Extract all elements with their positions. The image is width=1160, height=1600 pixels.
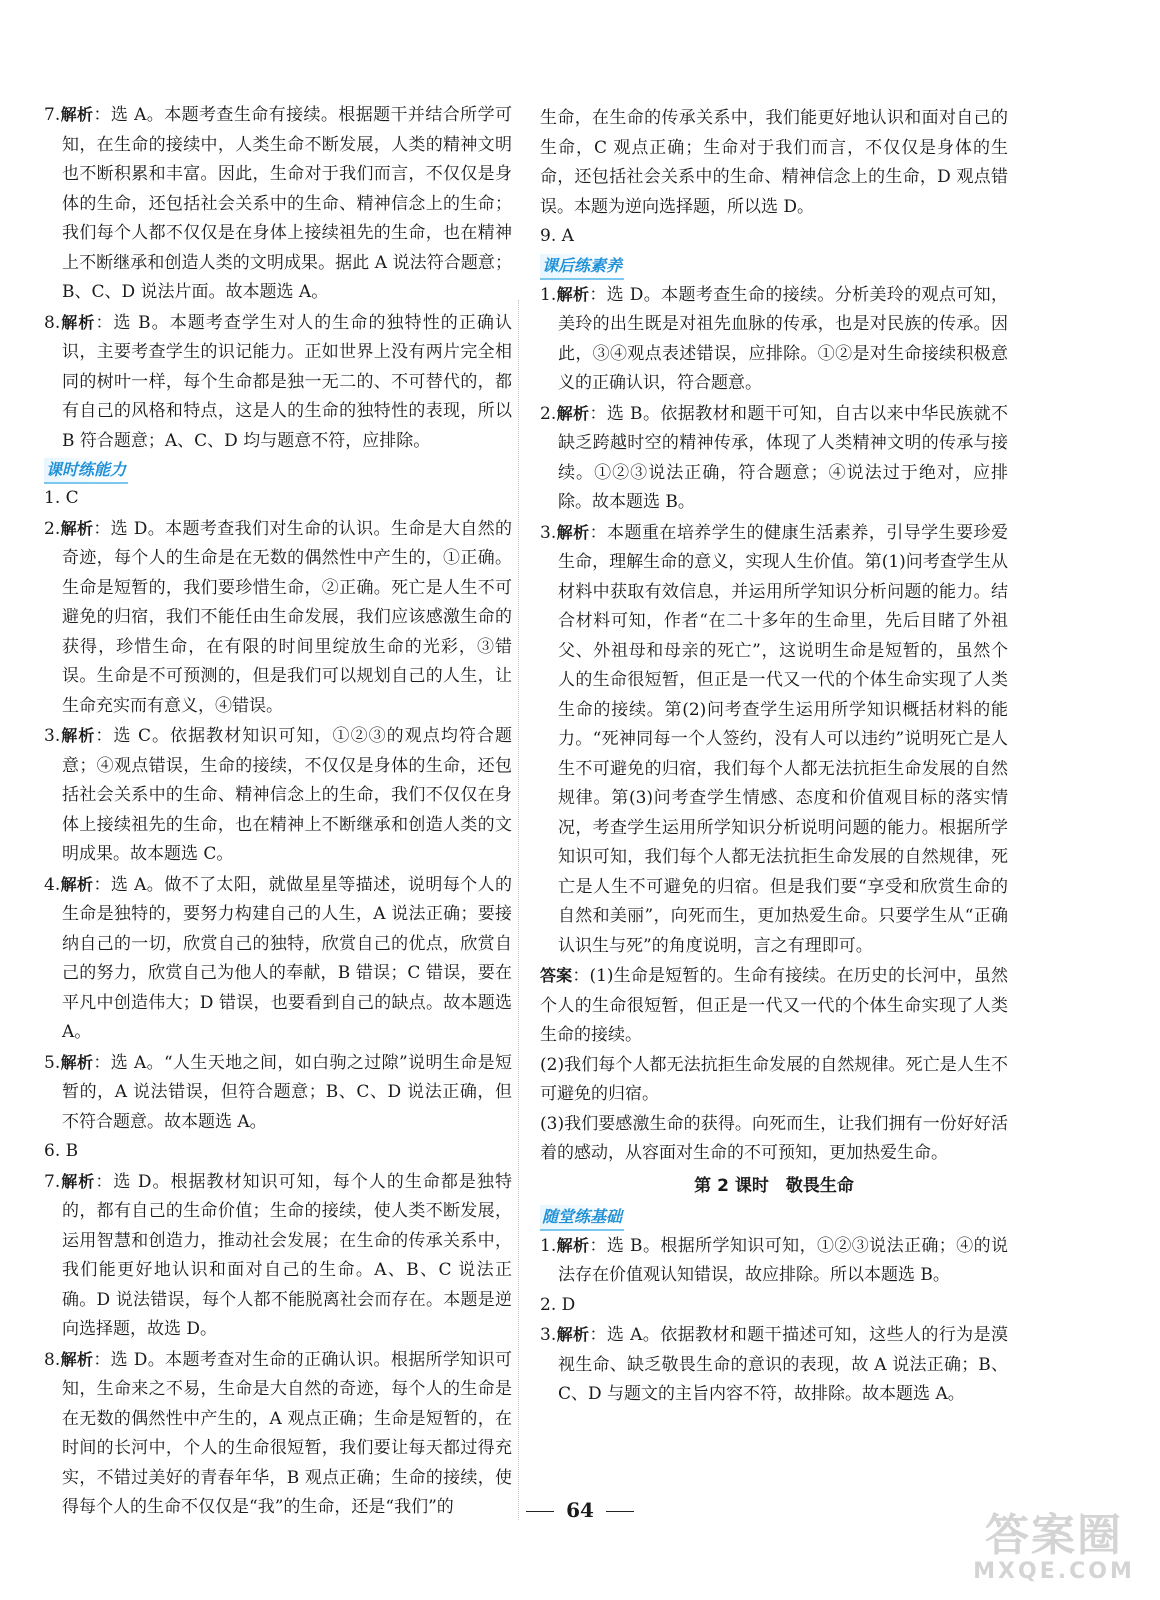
answer-item: 8.解析：选 B。本题考查学生对人的生命的独特性的正确认识，主要考查学生的识记能力。正如世界上没有两片完全相同的树叶一样，每个生命都是独一无二的、不可替代的，都有自己的风格和特点，这是人的生命的独特性的表现，所以 B 符合题意；A、C、D 均与题意不符，应排除。	[44, 312, 512, 451]
answer-item: 3.解析：选 A。依据教材和题干描述可知，这些人的行为是漠视生命、缺乏敬畏生命的意识的表现，故 A 说法正确；B、C、D 与题文的主旨内容不符，故排除。故本题选 A。	[540, 1325, 1008, 1404]
column-divider	[518, 300, 519, 1520]
answer-key: 答案：(1)生命是短暂的。生命有接续。在历史的长河中，虽然个人的生命很短暂，但正是一代又一代的个体生命实现了人类生命的接续。	[540, 966, 1008, 1045]
answer-key-part: (2)我们每个人都无法抗拒生命发展的自然规律。死亡是人生不可避免的归宿。	[540, 1054, 1008, 1104]
answer-item: 9. A	[540, 226, 574, 246]
lesson-title: 第 2 课时 敬畏生命	[694, 1175, 854, 1196]
answer-key-part: (3)我们要感激生命的获得。向死而生，让我们拥有一份好好活着的感动，从容面对生命的不可预知，更加热爱生命。	[540, 1113, 1008, 1163]
page-number: 64	[0, 1498, 1160, 1522]
answer-item: 1. C	[44, 488, 79, 508]
answer-item: 3.解析：本题重在培养学生的健康生活素养，引导学生要珍爱生命，理解生命的意义，实现人生价值。第(1)问考查学生从材料中获取有效信息，并运用所学知识分析问题的能力。结合材料可知，作者“在二十多年的生命里，先后目睹了外祖父、外祖母和母亲的死亡”，这说明生命是短暂的，虽然个人的生命很短暂，但正是一代又一代的个体生命实现了人类生命的接续。第(2)问考查学生运用所学知识概括材料的能力。“死神同每一个人签约，没有人可以违约”说明死亡是人生不可避免的归宿，我们每个人都无法抗拒生命发展的自然规律。第(3)问考查学生情感、态度和价值观目标的落实情况，考查学生运用所学知识分析说明问题的能力。根据所学知识可知，我们每个人都无法抗拒生命发展的自然规律，死亡是人生不可避免的归宿。但是我们要“享受和欣赏生命的自然和美丽”，向死而生，更加热爱生命。只要学生从“正确认识生与死”的角度说明，言之有理即可。	[540, 522, 1008, 956]
answer-item: 1.解析：选 B。根据所学知识可知，①②③说法正确；④的说法存在价值观认知错误，故应排除。所以本题选 B。	[540, 1235, 1008, 1285]
answer-item: 4.解析：选 A。做不了太阳，就做星星等描述，说明每个人的生命是独特的，要努力构建自己的人生，A 说法正确；要接纳自己的一切，欣赏自己的独特，欣赏自己的优点，欣赏自己的努力，欣赏自己为他人的奉献，B 错误；C 错误，要在平凡中创造伟大；D 错误，也要看到自己的缺点。故本题选 A。	[44, 874, 512, 1042]
answer-item: 8.解析：选 D。本题考查对生命的正确认识。根据所学知识可知，生命来之不易，生命是大自然的奇迹，每个人的生命是在无数的偶然性中产生的，A 观点正确；生命是短暂的，在时间的长河中，个人的生命很短暂，我们要让每天都过得充实，不错过美好的青春年华，B 观点正确；生命的接续，使得每个人的生命不仅仅是“我”的生命，还是“我们”的	[44, 1349, 512, 1517]
answer-continuation: 生命，在生命的传承关系中，我们能更好地认识和面对自己的生命，C 观点正确；生命对于我们而言，不仅仅是身体的生命，还包括社会关系中的生命、精神信念上的生命，D 观点错误。本题为逆向选择题，所以选 D。	[540, 108, 1008, 217]
answer-item: 2.解析：选 D。本题考查我们对生命的认识。生命是大自然的奇迹，每个人的生命是在无数的偶然性中产生的，①正确。生命是短暂的，我们要珍惜生命，②正确。死亡是人生不可避免的归宿，我们不能任由生命发展，我们应该感激生命的获得，珍惜生命，在有限的时间里绽放生命的光彩，③错误。生命是不可预测的，但是我们可以规划自己的人生，让生命充实而有意义，④错误。	[44, 518, 512, 716]
answer-item: 2.解析：选 B。依据教材和题干可知，自古以来中华民族就不缺乏跨越时空的精神传承，体现了人类精神文明的传承与接续。①②③说法正确，符合题意；④说法过于绝对，应排除。故本题选 B。	[540, 403, 1008, 512]
section-heading: 课时练能力	[44, 458, 128, 484]
dash-right	[606, 1511, 634, 1512]
left-column	[44, 100, 512, 1523]
answer-item: 7.解析：选 D。根据教材知识可知，每个人的生命都是独特的，都有自己的生命价值；生命的接续，使人类不断发展，运用智慧和创造力，推动社会发展；在生命的传承关系中，我们能更好地认识和面对自己的生命。A、B、C 说法正确。D 说法错误，每个人都不能脱离社会而存在。本题是逆向选择题，故选 D。	[44, 1171, 512, 1339]
answer-item: 1.解析：选 D。本题考查生命的接续。分析美玲的观点可知，美玲的出生既是对祖先血脉的传承，也是对民族的传承。因此，③④观点表述错误，应排除。①②是对生命接续积极意义的正确认识，符合题意。	[540, 284, 1008, 393]
section-heading: 随堂练基础	[540, 1205, 624, 1231]
section-heading: 课后练素养	[540, 254, 624, 280]
answer-item: 2. D	[540, 1294, 576, 1315]
answer-item: 7.解析：选 A。本题考查生命有接续。根据题干并结合所学可知，在生命的接续中，人类生命不断发展，人类的精神文明也不断积累和丰富。因此，生命对于我们而言，不仅仅是身体的生命，还包括社会关系中的生命、精神信念上的生命；我们每个人都不仅仅是在身体上接续祖先的生命，也在精神上不断继承和创造人类的文明成果。据此 A 说法符合题意；B、C、D 说法片面。故本题选 A。	[44, 105, 512, 302]
answer-item: 5.解析：选 A。“人生天地之间，如白驹之过隙”说明生命是短暂的，A 说法错误，但符合题意；B、C、D 说法正确，但不符合题意。故本题选 A。	[44, 1052, 512, 1132]
watermark-logo: 答案圈 MXQE.COM	[973, 1510, 1135, 1584]
dash-left	[526, 1511, 554, 1512]
answer-item: 6. B	[44, 1141, 79, 1161]
answer-item: 3.解析：选 C。依据教材知识可知，①②③的观点均符合题意；④观点错误，生命的接续，不仅仅是身体的生命，还包括社会关系中的生命、精神信念上的生命，我们不仅仅在身体上接续祖先的生命，也在精神上不断继承和创造人类的文明成果。故本题选 C。	[44, 726, 512, 864]
right-column	[540, 104, 1008, 1410]
